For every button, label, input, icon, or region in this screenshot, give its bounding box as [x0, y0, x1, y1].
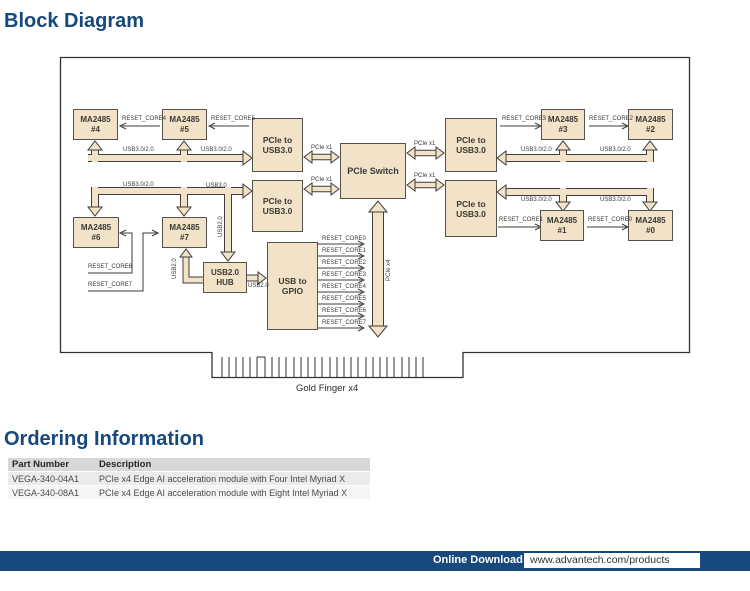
label-usb20: USB2.0	[248, 283, 269, 289]
label-usb20-vertical: USB2.0	[172, 258, 178, 279]
block-label: MA2485	[547, 114, 579, 124]
block-pcie-to-usb3-bottom-right	[445, 180, 497, 237]
block-unit: #6	[91, 232, 101, 242]
block-ma2485-3	[541, 109, 585, 140]
label-reset-core0-out: RESET_CORE0	[322, 236, 367, 242]
table-row	[8, 472, 370, 486]
block-label: PCIe Switch	[347, 166, 399, 176]
block-ma2485-7	[162, 217, 207, 248]
block-label: MA2485	[80, 114, 111, 124]
block-label: USB2.0	[210, 267, 239, 277]
block-label: HUB	[216, 277, 234, 287]
block-label: PCIe to	[456, 198, 486, 209]
label-gold-finger: Gold Finger x4	[296, 383, 359, 394]
online-download-label: Online Download	[433, 554, 523, 566]
block-label: MA2485	[169, 114, 200, 124]
label-usb3020: USB3.0/2.0	[521, 147, 552, 153]
label-reset-core2: RESET_CORE2	[589, 116, 634, 122]
label-pcie-x1: PCIe x1	[311, 145, 333, 151]
label-reset-core4: RESET_CORE4	[122, 116, 167, 122]
block-label: USB3.0	[262, 145, 293, 155]
label-reset-core1: RESET_CORE1	[499, 217, 544, 223]
block-label: MA2485	[546, 215, 578, 225]
block-pcie-to-usb3-top-left	[252, 118, 303, 172]
block-ma2485-6	[73, 217, 119, 248]
label-reset-core2-out: RESET_CORE2	[322, 260, 367, 266]
block-pcie-to-usb3-bottom-left	[252, 180, 303, 232]
part-number-cell: VEGA-340-04A1	[12, 474, 80, 484]
ordering-information-title: Ordering Information	[4, 428, 204, 450]
label-usb30: USB3.0	[206, 183, 227, 189]
column-header-part-number: Part Number	[12, 459, 70, 470]
label-reset-core3: RESET_CORE3	[502, 116, 547, 122]
ordering-table	[8, 458, 370, 500]
block-ma2485-4	[73, 109, 118, 140]
label-reset-core6-out: RESET_CORE6	[322, 308, 367, 314]
block-pcie-to-usb3-top-right	[445, 118, 497, 172]
label-usb3020: USB3.0/2.0	[123, 182, 154, 188]
label-reset-core1-out: RESET_CORE1	[322, 248, 367, 254]
block-unit: #4	[91, 124, 100, 134]
block-diagram-title: Block Diagram	[4, 10, 145, 32]
block-unit: #1	[557, 225, 567, 235]
block-label: PCIe to	[456, 135, 486, 145]
block-label: MA2485	[169, 222, 200, 232]
block-unit: #0	[646, 225, 655, 235]
label-usb20-vertical: USB2.0	[218, 216, 224, 237]
block-unit: #3	[558, 124, 568, 134]
part-number-cell: VEGA-340-08A1	[12, 488, 80, 498]
block-unit: #2	[646, 124, 655, 134]
label-usb3020: USB3.0/2.0	[521, 197, 552, 203]
block-label: USB3.0	[456, 208, 486, 219]
block-unit: #5	[180, 124, 189, 134]
label-reset-core6: RESET_CORE6	[88, 264, 133, 270]
block-label: MA2485	[635, 215, 666, 225]
label-pcie-x1: PCIe x1	[414, 141, 436, 147]
label-reset-core3-out: RESET_CORE3	[322, 272, 367, 278]
block-usb-to-gpio	[267, 242, 318, 330]
label-reset-core4-out: RESET_CORE4	[322, 284, 367, 290]
column-header-description: Description	[99, 459, 152, 470]
ordering-table-header	[8, 458, 370, 472]
block-label: MA2485	[635, 114, 666, 124]
block-label: PCIe to	[262, 196, 293, 206]
label-reset-core7-out: RESET_CORE7	[322, 320, 367, 326]
block-label: USB to GPIO	[278, 276, 307, 296]
block-label: PCIe to	[262, 135, 293, 145]
block-unit: #7	[180, 232, 189, 242]
block-ma2485-1	[540, 210, 584, 241]
description-cell: PCIe x4 Edge AI acceleration module with Four Intel Myriad X	[99, 474, 346, 484]
block-label: USB3.0	[262, 206, 293, 216]
label-reset-core5-out: RESET_CORE5	[322, 296, 367, 302]
label-pcie-x1: PCIe x1	[311, 177, 333, 183]
label-pcie-x1: PCIe x1	[414, 173, 436, 179]
description-cell: PCIe x4 Edge AI acceleration module with Eight Intel Myriad X	[99, 488, 348, 498]
block-ma2485-0	[628, 210, 673, 241]
block-label: USB3.0	[456, 145, 486, 155]
label-usb3020: USB3.0/2.0	[201, 147, 232, 153]
block-ma2485-2	[628, 109, 673, 140]
label-reset-core0: RESET_CORE0	[588, 217, 633, 223]
block-usb2-hub	[203, 262, 247, 293]
label-usb3020: USB3.0/2.0	[600, 197, 631, 203]
label-usb3020: USB3.0/2.0	[600, 147, 631, 153]
label-usb3020: USB3.0/2.0	[123, 147, 154, 153]
block-pcie-switch	[340, 143, 406, 199]
label-pcie-x4: PCIe x4	[386, 259, 392, 281]
block-ma2485-5	[162, 109, 207, 140]
download-url[interactable]: www.advantech.com/products	[524, 553, 700, 568]
block-label: MA2485	[80, 222, 112, 232]
table-row	[8, 486, 370, 500]
gold-finger-pins	[222, 357, 423, 377]
label-reset-core5: RESET_CORE5	[211, 116, 256, 122]
label-reset-core7: RESET_CORE7	[88, 282, 133, 288]
